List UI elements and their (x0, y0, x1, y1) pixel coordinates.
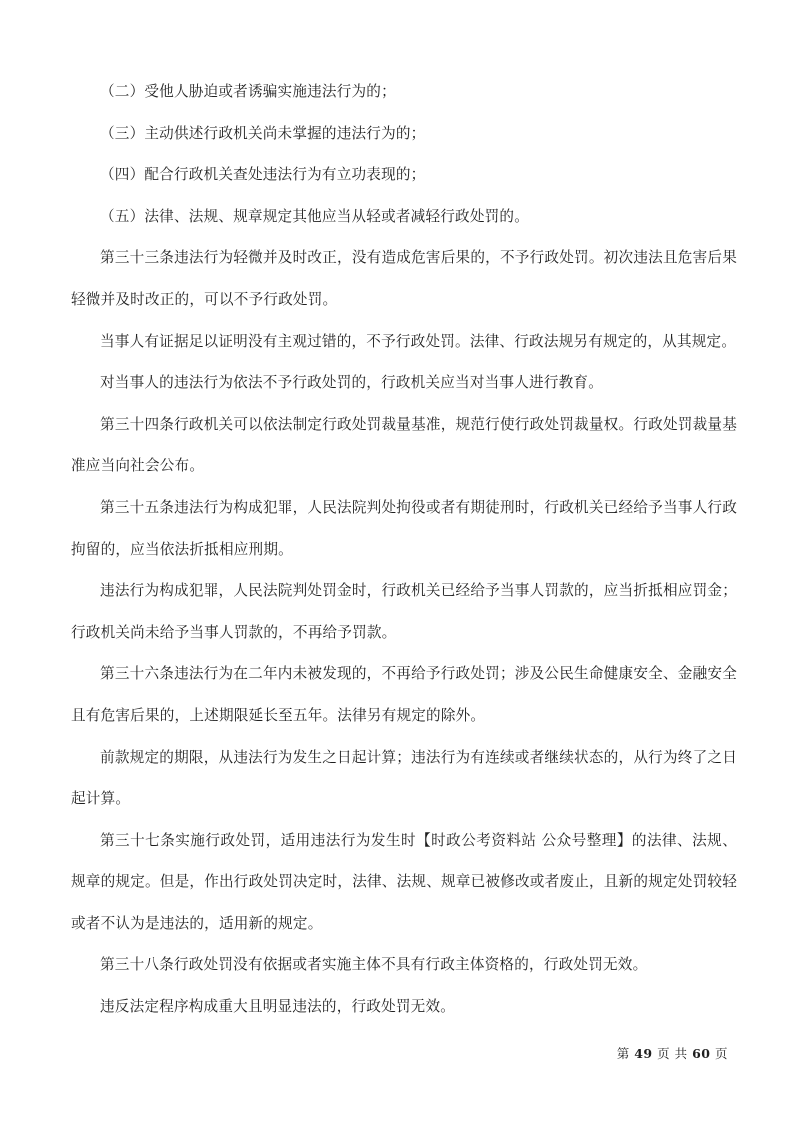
paragraph: （三）主动供述行政机关尚未掌握的违法行为的； (100, 124, 426, 142)
footer-middle: 页 共 (657, 1046, 688, 1061)
footer-suffix: 页 (714, 1046, 728, 1061)
paragraph: 第三十五条违法行为构成犯罪，人民法院判处拘役或者有期徒刑时，行政机关已经给予当事人行政拘留的，应当依法折抵相应刑期。 (71, 498, 737, 558)
paragraph: （五）法律、法规、规章规定其他应当从轻或者减轻行政处罚的。 (100, 207, 530, 225)
paragraph: 对当事人的违法行为依法不予行政处罚的，行政机关应当对当事人进行教育。 (100, 374, 603, 392)
paragraph: 第三十七条实施行政处罚，适用违法行为发生时【时政公考资料站 公众号整理】的法律、法规、规章的规定。但是，作出行政处罚决定时，法律、法规、规章已被修改或者废止，且新的规定处罚较轻或者不认为是违法的，适用新的规定。 (71, 831, 737, 932)
page-number-footer (617, 1044, 728, 1062)
paragraph: 违反法定程序构成重大且明显违法的，行政处罚无效。 (100, 998, 456, 1016)
paragraph: （四）配合行政机关查处违法行为有立功表现的； (100, 166, 426, 184)
paragraph: 前款规定的期限，从违法行为发生之日起计算；违法行为有连续或者继续状态的，从行为终了之日起计算。 (71, 748, 737, 808)
footer-prefix: 第 (616, 1046, 630, 1061)
document-body (71, 71, 737, 1028)
paragraph: 第三十三条违法行为轻微并及时改正，没有造成危害后果的，不予行政处罚。初次违法且危害后果轻微并及时改正的，可以不予行政处罚。 (71, 249, 737, 308)
paragraph: 违法行为构成犯罪，人民法院判处罚金时，行政机关已经给予当事人罚款的，应当折抵相应罚金；行政机关尚未给予当事人罚款的，不再给予罚款。 (71, 582, 737, 641)
paragraph: 第三十六条违法行为在二年内未被发现的，不再给予行政处罚；涉及公民生命健康安全、金融安全且有危害后果的，上述期限延长至五年。法律另有规定的除外。 (71, 665, 737, 724)
paragraph: 第三十八条行政处罚没有依据或者实施主体不具有行政主体资格的，行政处罚无效。 (100, 956, 648, 974)
current-page-number: 49 (634, 1046, 653, 1061)
paragraph: 第三十四条行政机关可以依法制定行政处罚裁量基准，规范行使行政处罚裁量权。行政处罚裁量基准应当向社会公布。 (71, 415, 737, 475)
paragraph: 当事人有证据足以证明没有主观过错的，不予行政处罚。法律、行政法规另有规定的，从其规定。 (100, 332, 737, 350)
paragraph: （二）受他人胁迫或者诱骗实施违法行为的； (100, 83, 396, 100)
total-page-count: 60 (692, 1046, 711, 1061)
